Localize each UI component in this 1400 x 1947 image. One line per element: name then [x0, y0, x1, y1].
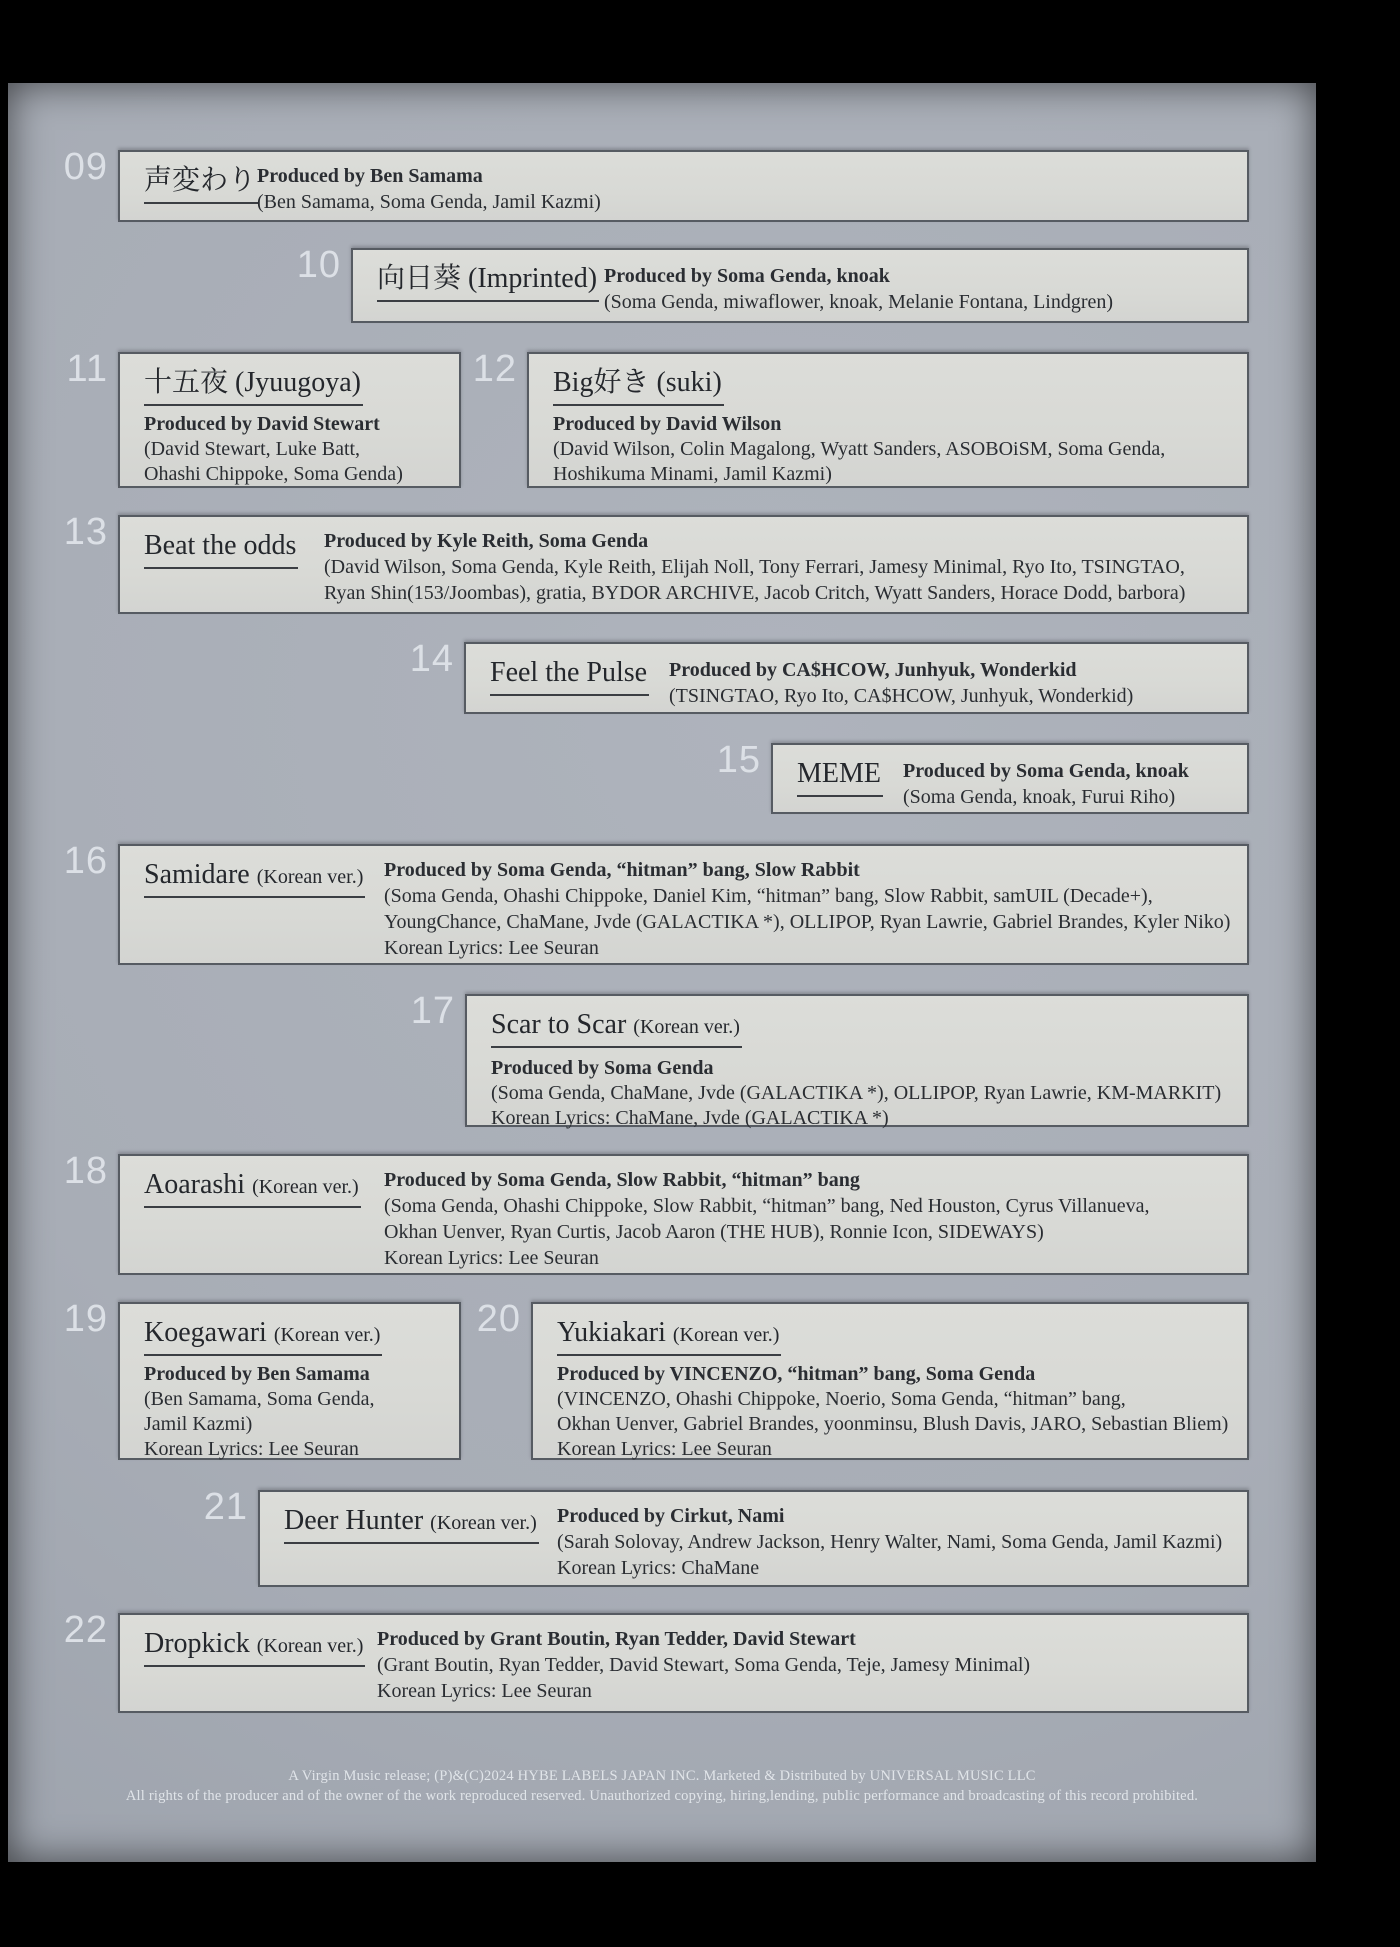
liner-notes-page — [8, 83, 1316, 1862]
track-title-text: Deer Hunter — [284, 1505, 424, 1536]
track-title-version-suffix: (Korean ver.) — [256, 866, 364, 888]
track-box-17 — [410, 990, 1249, 1129]
footer-line-2: All rights of the producer and of the owner of the work reproduced reserved. Unauthorized copying, hiring,lending, public performance and broadcasting of this record prohibited. — [125, 1788, 1199, 1804]
credit-line: (Ben Samama, Soma Genda, Jamil Kazmi) — [257, 191, 601, 213]
credit-line: Ohashi Chippoke, Soma Genda) — [144, 463, 403, 485]
track-title — [797, 758, 883, 797]
track-title-version-suffix: (Korean ver.) — [256, 1635, 364, 1657]
produced-by-line: Produced by Soma Genda, knoak — [604, 265, 890, 287]
credit-line: (David Stewart, Luke Batt, — [144, 438, 361, 460]
produced-by-line: Produced by Soma Genda, “hitman” bang, Slow Rabbit — [384, 859, 860, 881]
track-number: 18 — [63, 1150, 108, 1192]
track-title-version-suffix: (Korean ver.) — [430, 1512, 537, 1534]
credit-line: (Sarah Solovay, Andrew Jackson, Henry Walter, Nami, Soma Genda, Jamil Kazmi) — [557, 1531, 1223, 1553]
produced-by-line: Produced by Ben Samama — [144, 1363, 370, 1385]
track-credits — [557, 1503, 1222, 1581]
produced-by-line: Produced by Soma Genda, Slow Rabbit, “hitman” bang — [384, 1169, 860, 1191]
track-title-text: Yukiakari — [557, 1317, 666, 1348]
credit-line: (TSINGTAO, Ryo Ito, CA$HCOW, Junhyuk, Wonderkid) — [669, 685, 1134, 707]
track-number: 14 — [409, 638, 454, 680]
track-credits — [144, 1362, 375, 1462]
produced-by-line: Produced by David Wilson — [553, 413, 782, 435]
track-credits — [604, 263, 1113, 315]
track-title-text: Dropkick — [144, 1628, 250, 1659]
track-box-10 — [296, 244, 1249, 323]
track-title — [491, 1009, 742, 1048]
produced-by-line: Produced by Ben Samama — [257, 165, 483, 187]
credit-line: (Soma Genda, Ohashi Chippoke, Slow Rabbit, “hitman” bang, Ned Houston, Cyrus Villanueva, — [384, 1195, 1150, 1217]
credit-line: (David Wilson, Colin Magalong, Wyatt Sanders, ASOBOiSM, Soma Genda, — [553, 438, 1166, 460]
track-number: 16 — [63, 840, 108, 882]
credit-line: Korean Lyrics: Lee Seuran — [557, 1438, 772, 1460]
copyright-footer — [8, 1766, 1316, 1806]
credit-line: Ryan Shin(153/Joombas), gratia, BYDOR ARCHIVE, Jacob Critch, Wyatt Sanders, Horace Dodd, barbora) — [324, 582, 1186, 604]
track-title-text: Aoarashi — [144, 1169, 246, 1200]
produced-by-line: Produced by Soma Genda, knoak — [903, 760, 1189, 782]
credit-line: Korean Lyrics: ChaMane — [557, 1557, 760, 1579]
credit-line: Jamil Kazmi) — [144, 1413, 253, 1435]
track-credits — [384, 857, 1230, 961]
track-number: 15 — [716, 739, 761, 781]
track-number: 17 — [410, 990, 455, 1032]
track-box-12 — [472, 348, 1249, 488]
track-title — [377, 263, 599, 302]
track-title-text: 向日葵 (Imprinted) — [377, 263, 598, 294]
track-box-20 — [476, 1298, 1249, 1460]
produced-by-line: Produced by Grant Boutin, Ryan Tedder, David Stewart — [377, 1628, 856, 1650]
credit-line: Korean Lyrics: Lee Seuran — [384, 1247, 599, 1269]
track-title-text: Feel the Pulse — [490, 657, 648, 688]
track-title-version-suffix: (Korean ver.) — [633, 1016, 740, 1038]
track-box-19 — [63, 1298, 461, 1460]
credit-line: Korean Lyrics: Lee Seuran — [384, 937, 599, 959]
track-title-version-suffix: (Korean ver.) — [252, 1176, 359, 1198]
track-title-text: 十五夜 (Jyuugoya) — [144, 367, 361, 398]
track-box-13 — [63, 511, 1249, 614]
credit-line: Hoshikuma Minami, Jamil Kazmi) — [553, 463, 832, 485]
footer-line-1: A Virgin Music release; (P)&(C)2024 HYBE LABELS JAPAN INC. Marketed & Distributed by UNIVERSAL MUSIC LLC — [288, 1768, 1036, 1784]
track-number: 11 — [66, 348, 108, 390]
track-title — [553, 367, 724, 406]
track-title-text: Beat the odds — [144, 530, 297, 561]
credit-line: Okhan Uenver, Gabriel Brandes, yoonminsu, Blush Davis, JARO, Sebastian Bliem) — [557, 1413, 1229, 1435]
track-title-text: Koegawari — [144, 1317, 267, 1348]
track-box-21 — [203, 1486, 1249, 1587]
track-number: 22 — [63, 1609, 108, 1651]
credit-line: Korean Lyrics: Lee Seuran — [377, 1680, 592, 1702]
track-title — [144, 1628, 365, 1667]
track-box-15 — [716, 739, 1249, 814]
track-box-22 — [63, 1609, 1249, 1713]
track-title — [144, 530, 298, 569]
credit-line: Korean Lyrics: ChaMane, Jvde (GALACTIKA *) — [491, 1107, 889, 1129]
track-title-text: 声変わり — [144, 165, 257, 196]
track-credits — [669, 657, 1133, 709]
credit-line: Korean Lyrics: Lee Seuran — [144, 1438, 359, 1460]
track-title-text: Big好き (suki) — [553, 367, 722, 398]
track-credits — [144, 412, 403, 487]
track-number: 09 — [63, 146, 108, 188]
track-title — [144, 1317, 382, 1356]
produced-by-line: Produced by Soma Genda — [491, 1057, 714, 1079]
produced-by-line: Produced by David Stewart — [144, 413, 380, 435]
credit-line: (Grant Boutin, Ryan Tedder, David Stewart, Soma Genda, Teje, Jamesy Minimal) — [377, 1654, 1031, 1676]
track-number: 10 — [296, 244, 341, 286]
produced-by-line: Produced by Cirkut, Nami — [557, 1505, 785, 1527]
credit-line: (David Wilson, Soma Genda, Kyle Reith, Elijah Noll, Tony Ferrari, Jamesy Minimal, Ryo Ito, TSINGTAO, — [324, 556, 1185, 578]
credit-line: Okhan Uenver, Ryan Curtis, Jacob Aaron (THE HUB), Ronnie Icon, SIDEWAYS) — [384, 1221, 1044, 1243]
track-box-18 — [63, 1150, 1249, 1275]
credit-line: (Soma Genda, knoak, Furui Riho) — [903, 786, 1176, 808]
track-credits — [384, 1167, 1150, 1271]
track-credits — [324, 528, 1185, 606]
track-credits — [903, 758, 1189, 810]
track-number: 19 — [63, 1298, 108, 1340]
credit-line: (Soma Genda, ChaMane, Jvde (GALACTIKA *), OLLIPOP, Ryan Lawrie, KM-MARKIT) — [491, 1082, 1222, 1104]
track-credits — [257, 163, 601, 215]
track-credits — [553, 412, 1165, 487]
track-title-text: Scar to Scar — [491, 1009, 627, 1040]
track-title — [144, 367, 363, 406]
track-title — [557, 1317, 781, 1356]
credit-line: (Ben Samama, Soma Genda, — [144, 1388, 375, 1410]
track-title — [144, 165, 258, 204]
track-title — [490, 657, 649, 696]
track-number: 12 — [472, 348, 517, 390]
credit-line: YoungChance, ChaMane, Jvde (GALACTIKA *), OLLIPOP, Ryan Lawrie, Gabriel Brandes, Kyler Niko) — [384, 911, 1231, 933]
track-box-16 — [63, 840, 1249, 965]
produced-by-line: Produced by Kyle Reith, Soma Genda — [324, 530, 649, 552]
track-credits — [377, 1626, 1030, 1704]
track-title-version-suffix: (Korean ver.) — [672, 1324, 780, 1346]
track-title — [284, 1505, 539, 1544]
track-title-version-suffix: (Korean ver.) — [273, 1324, 381, 1346]
track-credits — [557, 1362, 1228, 1462]
credit-line: (Soma Genda, miwaflower, knoak, Melanie Fontana, Lindgren) — [604, 291, 1114, 313]
track-credits — [491, 1056, 1221, 1131]
track-number: 20 — [476, 1298, 521, 1340]
track-title — [144, 1169, 361, 1208]
track-number: 21 — [203, 1486, 248, 1528]
track-box-09 — [63, 146, 1249, 222]
track-number: 13 — [63, 511, 108, 553]
credit-line: (Soma Genda, Ohashi Chippoke, Daniel Kim, “hitman” bang, Slow Rabbit, samUIL (Decade+), — [384, 885, 1153, 907]
track-box-11 — [66, 348, 461, 488]
track-box-14 — [409, 638, 1249, 714]
credit-line: (VINCENZO, Ohashi Chippoke, Noerio, Soma Genda, “hitman” bang, — [557, 1388, 1126, 1410]
track-title-text: Samidare — [144, 859, 250, 890]
produced-by-line: Produced by CA$HCOW, Junhyuk, Wonderkid — [669, 659, 1077, 681]
produced-by-line: Produced by VINCENZO, “hitman” bang, Soma Genda — [557, 1363, 1036, 1385]
track-title-text: MEME — [797, 758, 881, 789]
track-title — [144, 859, 365, 898]
